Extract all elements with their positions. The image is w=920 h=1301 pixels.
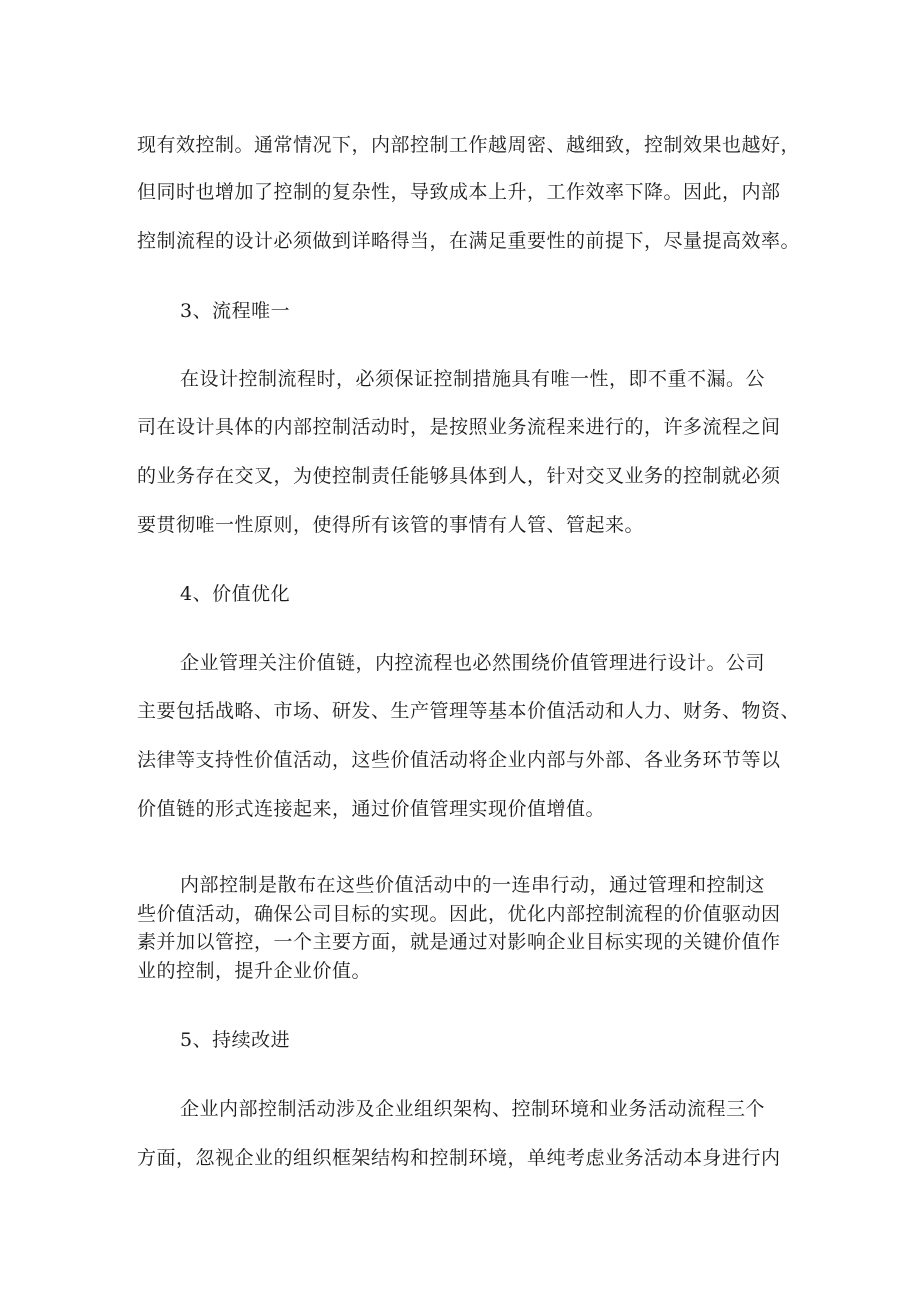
paragraph-line: 主要包括战略、市场、研发、生产管理等基本价值活动和人力、财务、物资、: [137, 700, 801, 722]
paragraph-line: 内部控制是散布在这些价值活动中的一连串行动，通过管理和控制这: [180, 874, 766, 896]
paragraph-line: 价值链的形式连接起来，通过价值管理实现价值增值。: [137, 798, 606, 820]
paragraph-line: 素并加以管控，一个主要方面，就是通过对影响企业目标实现的关键价值作: [137, 931, 781, 953]
paragraph-line: 要贯彻唯一性原则，使得所有该管的事情有人管、管起来。: [137, 514, 645, 536]
paragraph-line: 企业内部控制活动涉及企业组织架构、控制环境和业务活动流程三个: [180, 1098, 766, 1120]
paragraph-line: 但同时也增加了控制的复杂性，导致成本上升，工作效率下降。因此，内部: [137, 181, 781, 203]
paragraph-line: 现有效控制。通常情况下，内部控制工作越周密、越细致，控制效果也越好，: [137, 134, 801, 156]
paragraph-line: 司在设计具体的内部控制活动时，是按照业务流程来进行的，许多流程之间: [137, 416, 781, 438]
section-heading-3: 3、流程唯一: [180, 300, 291, 322]
section-heading-5: 5、持续改进: [180, 1029, 291, 1051]
paragraph-line: 法律等支持性价值活动，这些价值活动将企业内部与外部、各业务环节等以: [137, 749, 781, 771]
paragraph-line: 企业管理关注价值链，内控流程也必然围绕价值管理进行设计。公司: [180, 652, 766, 674]
paragraph-line: 些价值活动，确保公司目标的实现。因此，优化内部控制流程的价值驱动因: [137, 903, 781, 925]
paragraph-line: 在设计控制流程时，必须保证控制措施具有唯一性，即不重不漏。公: [180, 368, 766, 390]
paragraph-line: 控制流程的设计必须做到详略得当，在满足重要性的前提下，尽量提高效率。: [137, 230, 801, 252]
paragraph-line: 方面，忽视企业的组织框架结构和控制环境，单纯考虑业务活动本身进行内: [137, 1147, 781, 1169]
section-heading-4: 4、价值优化: [180, 583, 291, 605]
paragraph-line: 业的控制，提升企业价值。: [137, 960, 372, 982]
paragraph-line: 的业务存在交叉，为使控制责任能够具体到人，针对交叉业务的控制就必须: [137, 465, 781, 487]
